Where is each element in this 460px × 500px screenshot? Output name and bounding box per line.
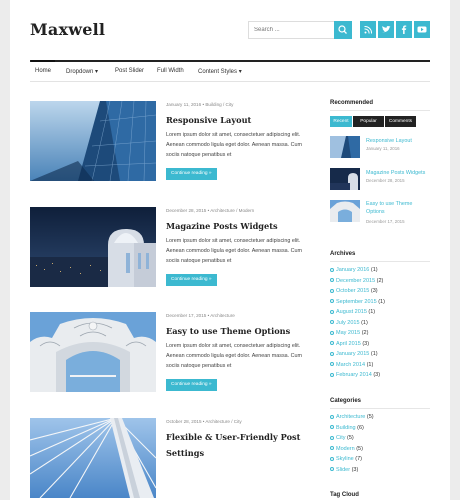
- tab-popular[interactable]: Popular: [353, 116, 384, 127]
- post-title[interactable]: Magazine Posts Widgets: [166, 221, 278, 231]
- archive-link[interactable]: January 2015: [336, 351, 370, 357]
- category-link[interactable]: Modern: [336, 445, 355, 452]
- archive-link[interactable]: September 2015: [336, 298, 377, 305]
- category-item: [330, 425, 364, 431]
- bullet-icon: [330, 446, 334, 450]
- facebook-button[interactable]: [396, 21, 412, 38]
- post-thumbnail[interactable]: [30, 207, 156, 287]
- recommended-post-date: December 17, 2015: [366, 219, 405, 224]
- post-date[interactable]: December 28, 2015: [166, 208, 207, 213]
- category-count: (5): [347, 435, 354, 441]
- recommended-thumbnail[interactable]: [330, 136, 360, 158]
- archive-count: (1): [366, 361, 374, 368]
- bullet-icon: [330, 278, 334, 282]
- archive-count: (2): [361, 330, 369, 336]
- post-meta: January 11, 2016 • Building / City: [166, 102, 234, 107]
- post-categories[interactable]: Architecture / City: [205, 419, 242, 424]
- category-count: (5): [356, 445, 363, 452]
- archive-count: (2): [376, 277, 384, 284]
- archive-link[interactable]: April 2015: [336, 340, 361, 347]
- post-excerpt: Lorem ipsum dolor sit amet, consectetuer adipiscing elit. Aenean commodo ligula eget dolor. Aenean massa. Cum sociis natoque penatibus et: [166, 132, 303, 158]
- rss-button[interactable]: [360, 21, 376, 38]
- post-categories[interactable]: Building / City: [205, 102, 234, 107]
- archive-item: [330, 372, 380, 378]
- nav-post-slider[interactable]: Post Slider: [115, 68, 145, 74]
- post-date[interactable]: December 17, 2015: [166, 313, 207, 318]
- archive-item: [330, 299, 385, 305]
- widget-title-tag-cloud: Tag Cloud: [330, 492, 359, 498]
- bullet-icon: [330, 289, 334, 293]
- search-form: [248, 21, 352, 39]
- nav-dropdown[interactable]: Dropdown ▾: [66, 69, 99, 75]
- tab-comments[interactable]: Comments: [385, 116, 416, 127]
- widget-title-archives: Archives: [330, 251, 356, 257]
- recommended-post-date: January 11, 2016: [366, 146, 400, 151]
- category-link[interactable]: Architecture: [336, 414, 366, 420]
- recommended-thumbnail[interactable]: [330, 168, 360, 190]
- bullet-icon: [330, 320, 334, 324]
- post-thumbnail[interactable]: [30, 418, 156, 498]
- post-card: [30, 207, 310, 289]
- facebook-icon: [396, 21, 412, 38]
- nav-full-width[interactable]: Full Width: [157, 68, 184, 74]
- archive-count: (3): [370, 288, 378, 294]
- category-item: [330, 414, 374, 420]
- archive-count: (1): [361, 319, 368, 326]
- youtube-button[interactable]: [414, 21, 430, 38]
- post-title[interactable]: Flexible & User-Friendly Post Settings: [166, 432, 301, 458]
- archive-item: [330, 288, 378, 294]
- category-item: [330, 446, 363, 452]
- twitter-icon: [378, 21, 394, 38]
- widget-title-recommended: Recommended: [330, 100, 374, 106]
- bullet-icon: [330, 299, 334, 303]
- site-title[interactable]: Maxwell: [30, 20, 106, 39]
- search-input[interactable]: [249, 22, 333, 38]
- nav-content-styles[interactable]: Content Styles ▾: [198, 69, 242, 75]
- archive-count: (3): [373, 372, 381, 378]
- category-count: (6): [357, 424, 364, 431]
- archive-item: [330, 320, 368, 326]
- archive-link[interactable]: December 2015: [336, 277, 376, 284]
- header: [10, 0, 450, 60]
- bullet-icon: [330, 415, 334, 419]
- archive-item: [330, 351, 378, 357]
- bullet-icon: [330, 310, 334, 314]
- main-navigation: [30, 60, 430, 82]
- archive-item: [330, 341, 369, 347]
- archive-item: [330, 362, 373, 368]
- continue-reading-button[interactable]: Continue reading »: [166, 274, 217, 286]
- archive-link[interactable]: January 2016: [336, 267, 370, 273]
- continue-reading-button[interactable]: Continue reading »: [166, 168, 217, 180]
- archive-count: (1): [368, 309, 376, 315]
- category-link[interactable]: City: [336, 435, 346, 441]
- post-date[interactable]: October 28, 2015: [166, 419, 202, 424]
- post-excerpt: Lorem ipsum dolor sit amet, consectetuer adipiscing elit. Aenean commodo ligula eget dolor. Aenean massa. Cum sociis natoque penatibus et: [166, 343, 303, 369]
- bullet-icon: [330, 268, 334, 272]
- archive-count: (1): [378, 298, 385, 305]
- bullet-icon: [330, 362, 334, 366]
- rss-icon: [360, 21, 376, 38]
- archive-item: [330, 267, 378, 273]
- archive-count: (3): [362, 340, 370, 347]
- post-excerpt: Lorem ipsum dolor sit amet, consectetuer adipiscing elit. Aenean commodo ligula eget dolor. Aenean massa. Cum sociis natoque penatibus et: [166, 238, 303, 264]
- recommended-post-title[interactable]: Responsive Layout: [366, 138, 412, 144]
- widget-title-categories: Categories: [330, 398, 362, 404]
- recommended-post-title[interactable]: Magazine Posts Widgets: [366, 170, 426, 176]
- archive-link[interactable]: May 2015: [336, 330, 361, 336]
- post-categories[interactable]: Architecture / Modern: [210, 208, 255, 213]
- page: [10, 0, 450, 500]
- post-meta: December 17, 2015 • Architecture: [166, 313, 235, 318]
- post-meta: December 28, 2015 • Architecture / Modern: [166, 208, 255, 213]
- tab-recent[interactable]: Recent: [330, 116, 352, 127]
- recommended-thumbnail[interactable]: [330, 200, 360, 222]
- archive-link[interactable]: July 2015: [336, 319, 360, 326]
- category-count: (7): [355, 456, 362, 462]
- bullet-icon: [330, 373, 334, 377]
- bullet-icon: [330, 457, 334, 461]
- post-categories[interactable]: Architecture: [210, 313, 235, 318]
- archive-count: (1): [370, 351, 378, 357]
- recommended-post-title[interactable]: Easy to use Theme Options: [366, 201, 413, 215]
- youtube-icon: [414, 21, 430, 38]
- post-title[interactable]: Easy to use Theme Options: [166, 326, 291, 336]
- post-date[interactable]: January 11, 2016: [166, 102, 202, 107]
- search-button[interactable]: [334, 21, 352, 39]
- category-count: (5): [366, 414, 374, 420]
- category-link[interactable]: Building: [336, 424, 356, 431]
- continue-reading-button[interactable]: Continue reading »: [166, 379, 217, 391]
- bullet-icon: [330, 425, 334, 429]
- category-link[interactable]: Slider: [336, 466, 351, 473]
- category-item: [330, 435, 354, 441]
- recommended-post-date: December 28, 2015: [366, 178, 405, 183]
- archive-link[interactable]: February 2014: [336, 372, 372, 378]
- category-item: [330, 456, 362, 462]
- archive-item: [330, 309, 375, 315]
- bullet-icon: [330, 341, 334, 345]
- post-card: [30, 418, 310, 500]
- divider: [330, 408, 430, 409]
- bullet-icon: [330, 467, 334, 471]
- post-card: [30, 101, 310, 183]
- archive-item: [330, 278, 383, 284]
- archive-count: (1): [370, 267, 378, 273]
- archive-item: [330, 330, 368, 336]
- divider: [330, 261, 430, 262]
- divider: [330, 110, 430, 111]
- archive-link[interactable]: March 2014: [336, 361, 366, 368]
- post-card: [30, 312, 310, 394]
- search-icon: [334, 21, 352, 39]
- category-item: [330, 467, 358, 473]
- post-thumbnail[interactable]: [30, 101, 156, 181]
- nav-home[interactable]: Home: [35, 68, 52, 74]
- twitter-button[interactable]: [378, 21, 394, 38]
- bullet-icon: [330, 331, 334, 335]
- post-meta: October 28, 2015 • Architecture / City: [166, 419, 242, 424]
- bullet-icon: [330, 436, 334, 440]
- post-title[interactable]: Responsive Layout: [166, 115, 252, 125]
- category-count: (3): [351, 466, 359, 473]
- post-thumbnail[interactable]: [30, 312, 156, 392]
- category-link[interactable]: Skyline: [336, 456, 354, 462]
- archive-link[interactable]: August 2015: [336, 309, 367, 315]
- archive-link[interactable]: October 2015: [336, 288, 370, 294]
- bullet-icon: [330, 352, 334, 356]
